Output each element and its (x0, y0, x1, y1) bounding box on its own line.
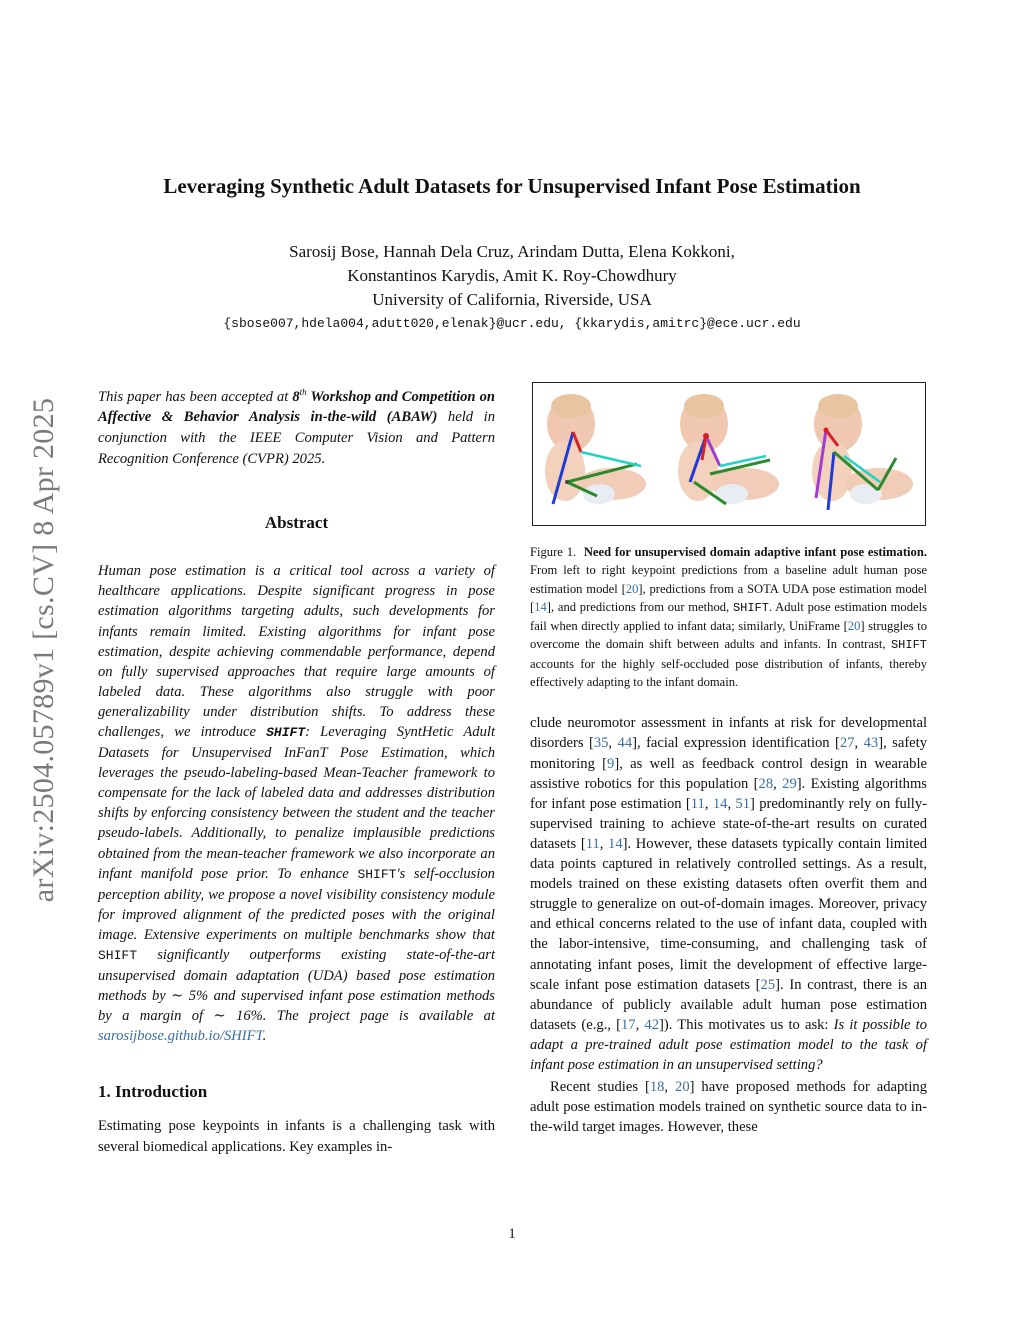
citation-link[interactable]: 14 (534, 599, 547, 614)
citation-link[interactable]: 51 (735, 795, 751, 812)
introduction-text: Estimating pose keypoints in infants is a challenging task with several biomedical applications. Key examples in- (98, 1118, 495, 1155)
method-name: SHIFT (357, 866, 397, 882)
project-page-link[interactable]: sarosijbose.github.io/SHIFT (98, 1028, 263, 1045)
citation-link[interactable]: 14 (712, 795, 728, 812)
acceptance-note: This paper has been accepted at 8th Workshop and Competition on Affective & Behavior Analysis in-the-wild (ABAW) held in conjunction with the IEEE Computer Vision and Pattern Recognition Conference (CVPR) 2025. (98, 387, 495, 467)
citation-link[interactable]: 11 (585, 835, 600, 852)
author-block (0, 240, 1024, 312)
citation-link[interactable]: 9 (607, 755, 615, 772)
citation-link[interactable]: 42 (644, 1016, 659, 1033)
citation-link[interactable]: 27 (839, 735, 855, 752)
citation-link[interactable]: 44 (617, 735, 633, 752)
citation-link[interactable]: 14 (608, 835, 623, 852)
citation-link[interactable]: 20 (675, 1079, 690, 1096)
introduction-heading: 1. Introduction (98, 1082, 208, 1102)
citation-link[interactable]: 17 (620, 1016, 636, 1033)
figure-panel-uda (670, 386, 788, 518)
citation-link[interactable]: 25 (760, 976, 776, 993)
introduction-continued (530, 713, 927, 1137)
author-emails: {sbose007,hdela004,adutt020,elenak}@ucr.edu, {kkarydis,amitrc}@ece.ucr.edu (223, 316, 801, 331)
citation-link[interactable]: 11 (690, 795, 705, 812)
method-name: SHIFT (266, 724, 306, 740)
figure-panel-baseline (537, 386, 655, 518)
citation-link[interactable]: 29 (782, 775, 797, 792)
citation-link[interactable]: 28 (758, 775, 774, 792)
citation-link[interactable]: 20 (847, 619, 861, 634)
method-name: SHIFT (98, 948, 138, 964)
abstract-text: Human pose estimation is a critical tool across a variety of healthcare applications. Despite significant progress in pose estimation algorithms targeting adults, such developments for infants remain limited. Existing algorithms for infant pose estimation, despite achieving commendable performance, depend on fully supervised approaches that require large amounts of labeled data. These algorithms also struggle with poor generalizability under distribution shifts. To address these challenges, we introduce SHIFT: Leveraging SyntHetic Adult Datasets for Unsupervised InFanT Pose Estimation, which leverages the pseudo-labeling-based Mean-Teacher framework to compensate for the lack of labeled data and addresses distribution shifts by enforcing consistency between the student and the teacher pseudo-labels. Additionally, to penalize implausible predictions obtained from the mean-teacher framework we also incorporate an infant manifold pose prior. To enhance SHIFT's self-occlusion perception ability, we propose a novel visibility consistency module for improved alignment of the predicted poses with the original image. Extensive experiments on multiple benchmarks show that SHIFT significantly outperforms existing state-of-the-art unsupervised domain adaptation (UDA) based pose estimation methods by ∼ 5% and supervised infant pose estimation methods by a margin of ∼ 16%. The project page is available at sarosijbose.github.io/SHIFT. (98, 563, 496, 1045)
figure-1-caption: Figure 1. Need for unsupervised domain adaptive infant pose estimation. From left to right keypoint predictions from a baseline adult human pose estimation model [20], predictions from a SOTA UDA pose estimation model [14], and predictions from our method, SHIFT. Adult pose estimation models fail when directly applied to infant data; similarly, UniFrame [20] struggles to overcome the domain shift between adults and infants. In contrast, SHIFT accounts for the highly self-occluded pose distribution of infants, thereby effectively adapting to the infant domain. (530, 545, 928, 690)
left-column (98, 382, 495, 1157)
body-paragraph: Recent studies [18, 20] have proposed methods for adapting adult pose estimation models trained on synthetic source data to in-the-wild target images. However, these (530, 1079, 928, 1136)
affiliation: University of California, Riverside, USA (372, 290, 652, 309)
paper-title: Leveraging Synthetic Adult Datasets for Unsupervised Infant Pose Estimation (163, 174, 861, 198)
figure-panel-shift (804, 386, 922, 518)
research-question: Is it possible to adapt a pre-trained adult pose estimation model to the task of infant pose estimation in an unsupervised setting? (530, 1016, 928, 1073)
authors-line-1: Sarosij Bose, Hannah Dela Cruz, Arindam Dutta, Elena Kokkoni, (289, 242, 735, 261)
page-number: 1 (508, 1226, 516, 1242)
citation-link[interactable]: 35 (593, 735, 609, 752)
figure-1 (532, 382, 926, 526)
citation-link[interactable]: 43 (863, 735, 879, 752)
arxiv-identifier: arXiv:2504.05789v1 [cs.CV] 8 Apr 2025 (27, 397, 60, 903)
right-column (530, 382, 927, 1137)
citation-link[interactable]: 20 (625, 581, 639, 596)
citation-link[interactable]: 18 (649, 1079, 665, 1096)
authors-line-2: Konstantinos Karydis, Amit K. Roy-Chowdhury (347, 266, 677, 285)
body-paragraph: clude neuromotor assessment in infants at risk for developmental disorders [35, 44], facial expression identification [27, 43], safety monitoring [9], as well as feedback control design in wearable assistive robotics for this population [28, 29]. Existing algorithms for infant pose estimation [11, 14, 51] predominantly rely on fully-supervised training to achieve state-of-the-art results on curated datasets [11, 14]. However, these datasets typically contain limited data points captured in relatively controlled settings. As a result, models trained on these existing datasets often overfit them and struggle to generalize on out-of-domain images. Moreover, privacy and ethical concerns related to the use of infant data, coupled with the labor-intensive, time-consuming, and challenging task of annotating infant poses, limit the development of effective large-scale infant pose estimation datasets [25]. In contrast, there is an abundance of publicly available adult human pose estimation datasets (e.g., [17, 42]). This motivates us to ask: Is it possible to adapt a pre-trained adult pose estimation model to the task of infant pose estimation in an unsupervised setting? (530, 715, 928, 1073)
abstract-heading: Abstract (264, 513, 329, 533)
